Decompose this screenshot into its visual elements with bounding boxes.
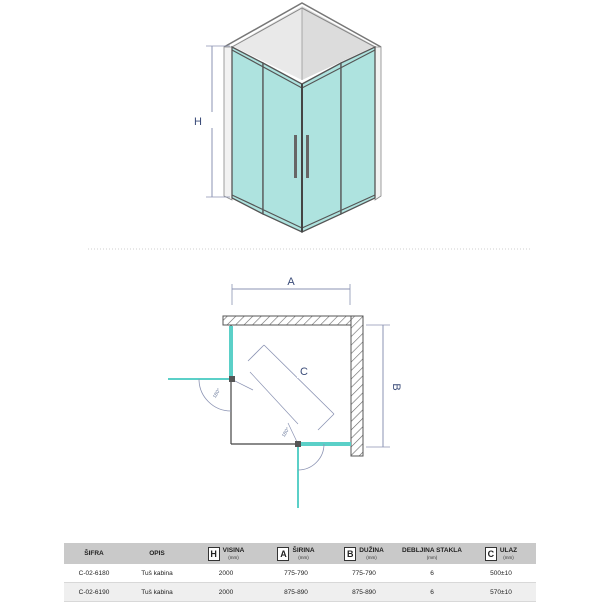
cell-duzina: 775-790 <box>330 564 398 583</box>
angle-label-left-door: 180° <box>211 387 223 400</box>
door-handle-left <box>294 135 297 178</box>
angle-label-bottom-door: 180° <box>280 426 292 439</box>
header-sirina-label: ŠIRINA <box>292 547 315 555</box>
header-visina-unit: (mm) <box>228 554 239 560</box>
cell-opis: Tuš kabina <box>124 583 190 602</box>
cell-ulaz: 570±10 <box>466 583 536 602</box>
table-row <box>64 564 536 583</box>
header-visina <box>190 543 262 564</box>
glass-panel-left-fixed <box>232 47 263 214</box>
header-debljina-unit: (mm) <box>426 554 438 560</box>
wall-right-hatched <box>351 316 363 456</box>
wall-left-thickness <box>224 47 232 200</box>
cell-visina: 2000 <box>190 564 262 583</box>
plan-fixed-glass-left <box>229 326 233 376</box>
cell-opis: Tuš kabina <box>124 564 190 583</box>
header-sirina-unit: (mm) <box>298 554 309 560</box>
header-duzina-unit: (mm) <box>366 554 377 560</box>
header-sirina <box>262 543 330 564</box>
header-visina-label: VISINA <box>222 547 245 555</box>
plan-fixed-glass-bottom <box>301 442 351 446</box>
glass-panel-right-fixed <box>341 47 375 214</box>
header-debljina-label: DEBLJINA STAKLA <box>402 547 462 555</box>
header-ulaz-box: C <box>485 547 497 561</box>
cell-visina: 2000 <box>190 583 262 602</box>
door-handle-right <box>306 135 309 178</box>
cabin-3d-view <box>194 3 381 232</box>
cell-ulaz: 500±10 <box>466 564 536 583</box>
cell-sifra: C-02-6190 <box>64 583 124 602</box>
header-visina-box: H <box>208 547 220 561</box>
header-duzina-box: B <box>344 547 356 561</box>
spec-table-header <box>64 543 536 564</box>
cell-debljina: 6 <box>398 583 466 602</box>
table-row <box>64 583 536 602</box>
wall-top-hatched <box>223 316 363 325</box>
cell-sirina: 775-790 <box>262 564 330 583</box>
header-ulaz-label: ULAZ <box>499 547 518 555</box>
header-debljina <box>398 543 466 564</box>
dimension-b-label: B <box>390 383 402 391</box>
cell-sifra: C-02-6180 <box>64 564 124 583</box>
cell-sirina: 875-890 <box>262 583 330 602</box>
cell-duzina: 875-890 <box>330 583 398 602</box>
cabin-plan-view <box>168 276 402 508</box>
header-ulaz <box>466 543 536 564</box>
header-duzina <box>330 543 398 564</box>
header-duzina-label: DUŽINA <box>359 547 384 555</box>
wall-right-thickness <box>375 47 381 200</box>
cell-debljina: 6 <box>398 564 466 583</box>
dimension-c-label: C <box>300 366 308 378</box>
header-ulaz-unit: (mm) <box>503 554 514 560</box>
header-opis: OPIS <box>124 543 190 564</box>
dimension-h-label: H <box>194 116 202 128</box>
spec-table <box>64 543 536 602</box>
header-sifra: ŠIFRA <box>64 543 124 564</box>
header-sirina-box: A <box>277 547 289 561</box>
dimension-a <box>232 276 350 305</box>
dimension-c <box>248 345 334 430</box>
dimension-a-label: A <box>287 276 295 288</box>
dimension-b <box>366 325 402 447</box>
